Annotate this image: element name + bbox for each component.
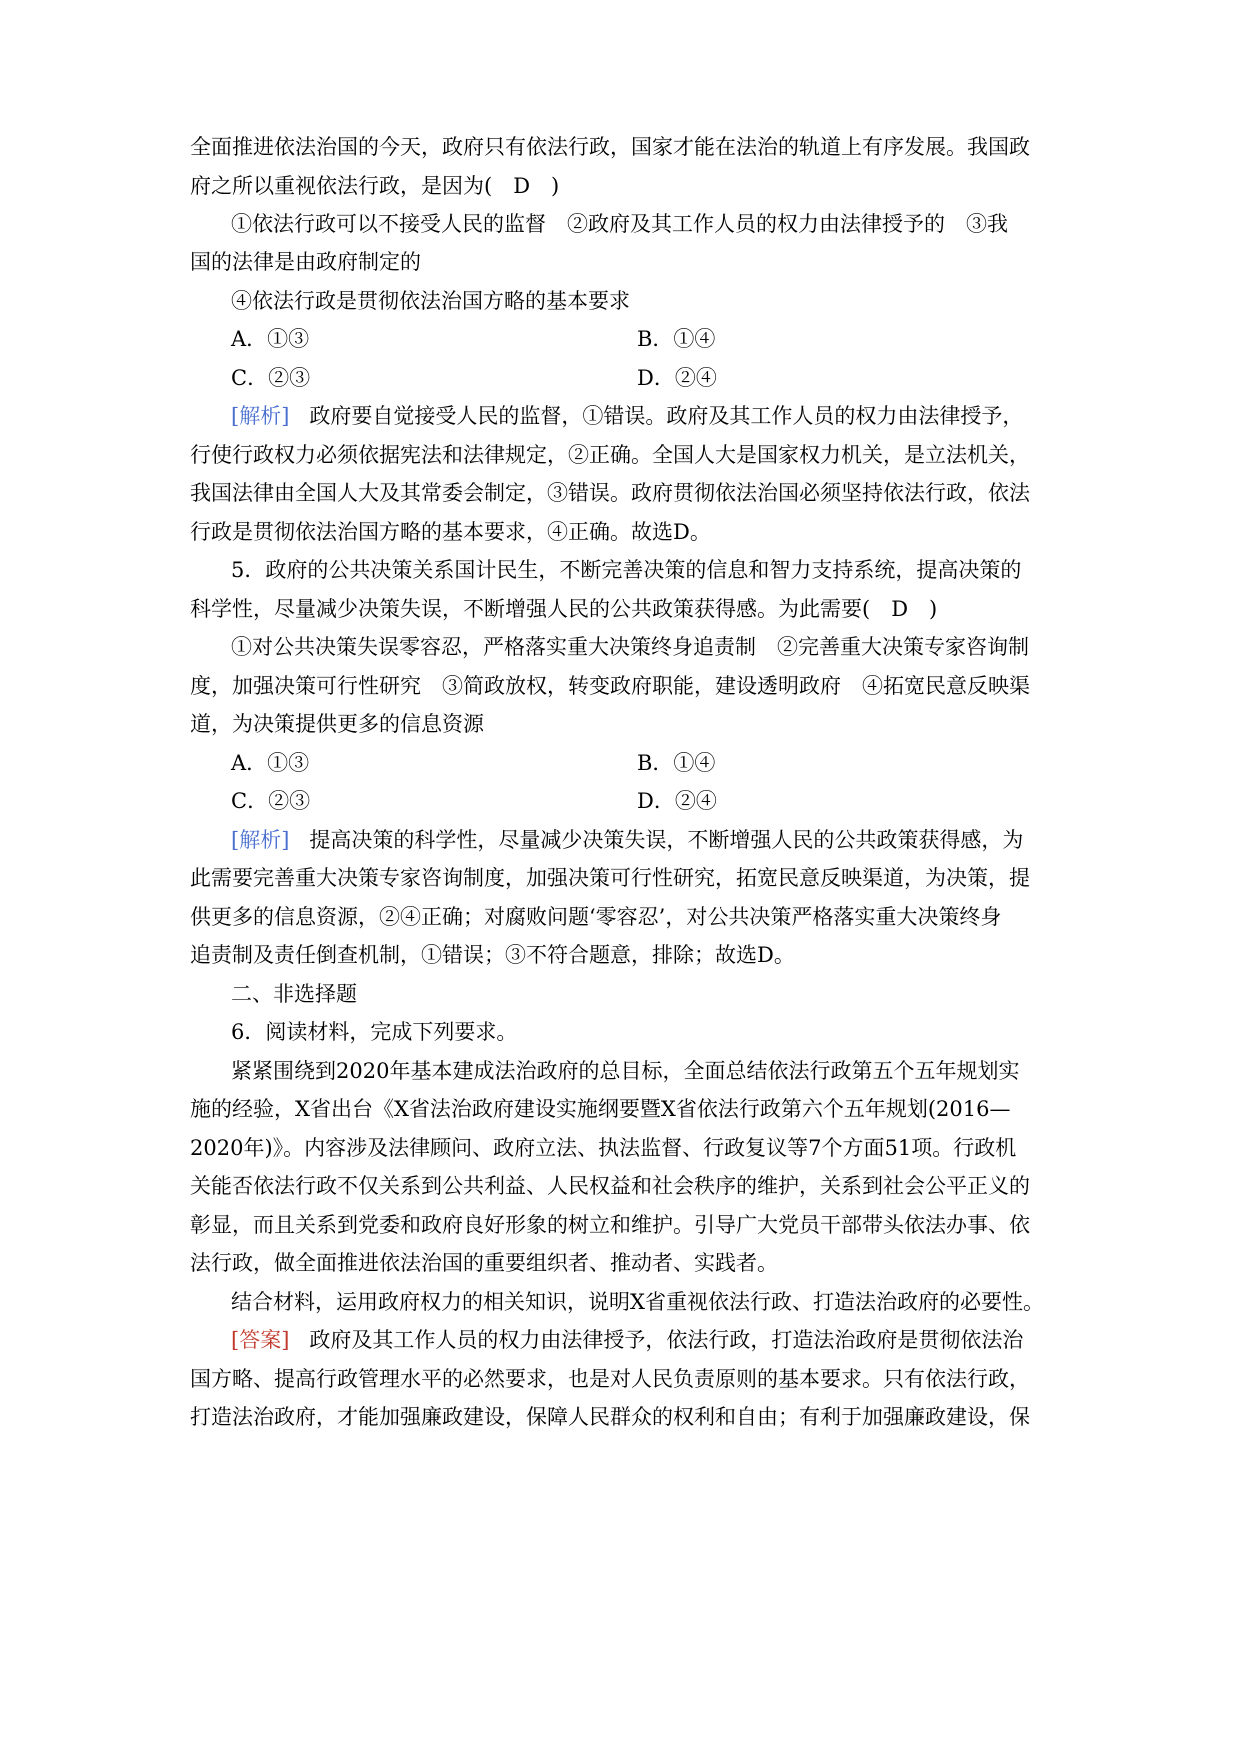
q5-analysis-line-4: 追责制及责任倒查机制，①错误；③不符合题意，排除；故选D。 <box>190 943 795 967</box>
q5-stem-line-2: 科学性，尽量减少决策失误，不断增强人民的公共政策获得感。为此需要( D ) <box>190 597 938 621</box>
q5-items-line-3: 道，为决策提供更多的信息资源 <box>190 712 484 736</box>
q6-material-line-5: 彰显，而且关系到党委和政府良好形象的树立和维护。引导广大党员干部带头依法办事、依 <box>190 1213 1030 1237</box>
q4-option-a: A．①③ <box>231 327 310 351</box>
q4-items-line-1: ①依法行政可以不接受人民的监督 ②政府及其工作人员的权力由法律授予的 ③我 <box>231 212 1008 236</box>
q5-items-line-2: 度，加强决策可行性研究 ③简政放权，转变政府职能，建设透明政府 ④拓宽民意反映渠 <box>190 674 1030 698</box>
q6-material-line-2: 施的经验，X省出台《X省法治政府建设实施纲要暨X省依法行政第六个五年规划(2016— <box>190 1097 1011 1121</box>
q6-material-line-6: 法行政，做全面推进依法治国的重要组织者、推动者、实践者。 <box>190 1251 778 1275</box>
q5-analysis-line-1 <box>0 820 1241 860</box>
q6-answer-line-2: 国方略、提高行政管理水平的必然要求，也是对人民负责原则的基本要求。只有依法行政， <box>190 1367 1030 1391</box>
q6-answer-line-3: 打造法治政府，才能加强廉政建设，保障人民群众的权利和自由；有利于加强廉政建设，保 <box>190 1405 1030 1429</box>
q5-option-c: C．②③ <box>231 789 311 813</box>
q4-options-row-1 <box>0 319 1241 359</box>
q5-option-b: B．①④ <box>637 751 716 775</box>
analysis-tag: [解析] <box>231 828 290 852</box>
analysis-tag: [解析] <box>231 404 290 428</box>
q5-analysis-line-2: 此需要完善重大决策专家咨询制度，加强决策可行性研究，拓宽民意反映渠道，为决策，提 <box>190 866 1030 890</box>
q4-items-line-3: ④依法行政是贯彻依法治国方略的基本要求 <box>231 289 630 313</box>
q4-option-b: B．①④ <box>637 327 716 351</box>
q4-option-d: D．②④ <box>637 366 717 390</box>
q6-question: 结合材料，运用政府权力的相关知识，说明X省重视依法行政、打造法治政府的必要性。 <box>231 1290 1044 1314</box>
q4-option-c: C．②③ <box>231 366 311 390</box>
q5-option-a: A．①③ <box>231 751 310 775</box>
q6-answer-line-1 <box>0 1320 1241 1360</box>
q4-stem-line-1: 全面推进依法治国的今天，政府只有依法行政，国家才能在法治的轨道上有序发展。我国政 <box>190 135 1030 159</box>
q6-material-line-3: 2020年)》。内容涉及法律顾问、政府立法、执法监督、行政复议等7个方面51项。行政机 <box>190 1136 1017 1160</box>
q4-analysis-line-1 <box>0 396 1241 436</box>
answer-tag: [答案] <box>231 1328 290 1352</box>
section-heading: 二、非选择题 <box>231 982 357 1006</box>
q5-items-line-1: ①对公共决策失误零容忍，严格落实重大决策终身追责制 ②完善重大决策专家咨询制 <box>231 635 1029 659</box>
q6-answer-text-1: 政府及其工作人员的权力由法律授予，依法行政，打造法治政府是贯彻依法治 <box>309 1328 1024 1352</box>
q5-analysis-text-1: 提高决策的科学性，尽量减少决策失误，不断增强人民的公共政策获得感，为 <box>309 828 1024 852</box>
q5-options-row-1 <box>0 743 1241 783</box>
q4-stem-line-2: 府之所以重视依法行政，是因为( D ) <box>190 174 560 198</box>
q6-stem: 6．阅读材料，完成下列要求。 <box>231 1020 518 1044</box>
q5-analysis-line-3: 供更多的信息资源，②④正确；对腐败问题‘零容忍’，对公共决策严格落实重大决策终身 <box>190 905 1002 929</box>
q5-stem-line-1: 5．政府的公共决策关系国计民生，不断完善决策的信息和智力支持系统，提高决策的 <box>231 558 1022 582</box>
q6-material-line-1: 紧紧围绕到2020年基本建成法治政府的总目标，全面总结依法行政第五个五年规划实 <box>231 1059 1020 1083</box>
q5-options-row-2 <box>0 781 1241 821</box>
q5-option-d: D．②④ <box>637 789 717 813</box>
q4-analysis-line-2: 行使行政权力必须依据宪法和法律规定，②正确。全国人大是国家权力机关，是立法机关， <box>190 443 1030 467</box>
q4-analysis-text-1: 政府要自觉接受人民的监督，①错误。政府及其工作人员的权力由法律授予， <box>309 404 1024 428</box>
q4-items-line-2: 国的法律是由政府制定的 <box>190 250 421 274</box>
q4-analysis-line-4: 行政是贯彻依法治国方略的基本要求，④正确。故选D。 <box>190 520 711 544</box>
q6-material-line-4: 关能否依法行政不仅关系到公共利益、人民权益和社会秩序的维护，关系到社会公平正义的 <box>190 1174 1030 1198</box>
q4-options-row-2 <box>0 358 1241 398</box>
q4-analysis-line-3: 我国法律由全国人大及其常委会制定，③错误。政府贯彻依法治国必须坚持依法行政，依法 <box>190 481 1030 505</box>
